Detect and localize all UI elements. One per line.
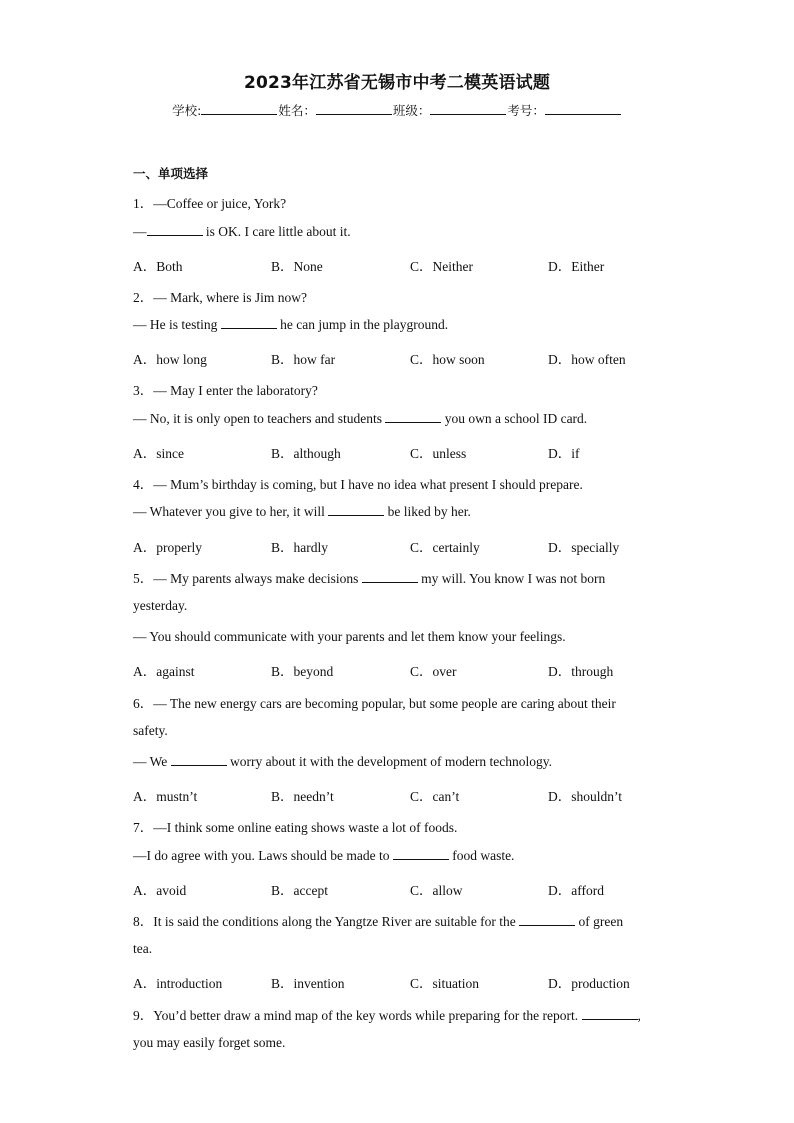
option-b[interactable]: B．beyond bbox=[271, 664, 334, 679]
answer-blank bbox=[385, 411, 441, 423]
answer-blank bbox=[328, 504, 384, 516]
option-a[interactable]: A．against bbox=[133, 664, 195, 679]
question-blank bbox=[519, 914, 575, 926]
option-d[interactable]: D．how often bbox=[548, 352, 626, 367]
question-8 bbox=[133, 910, 623, 930]
exam-number-blank[interactable] bbox=[545, 102, 621, 115]
option-c[interactable]: C．Neither bbox=[410, 259, 473, 274]
answer-text: — We bbox=[133, 754, 171, 769]
name-label: 姓名： bbox=[278, 103, 316, 118]
option-b[interactable]: B．accept bbox=[271, 883, 328, 898]
option-b[interactable]: B．needn’t bbox=[271, 789, 334, 804]
option-d[interactable]: D．specially bbox=[548, 540, 620, 555]
question-4: 4．— Mum’s birthday is coming, but I have no idea what present I should prepare. bbox=[133, 477, 583, 492]
option-d[interactable]: D．production bbox=[548, 976, 630, 991]
question-text: 8．It is said the conditions along the Yangtze River are suitable for the bbox=[133, 914, 520, 929]
option-a[interactable]: A．mustn’t bbox=[133, 789, 198, 804]
question-5-continued: yesterday. bbox=[133, 598, 188, 613]
question-2: 2．— Mark, where is Jim now? bbox=[133, 290, 307, 305]
option-c[interactable]: C．certainly bbox=[410, 540, 480, 555]
answer-text: be liked by her. bbox=[384, 504, 471, 519]
question-1: 1．—Coffee or juice, York? bbox=[133, 196, 287, 211]
section-heading: 一、单项选择 bbox=[133, 166, 209, 181]
question-6: 6．— The new energy cars are becoming popular, but some people are caring about their bbox=[133, 696, 616, 711]
question-9 bbox=[133, 1004, 641, 1024]
question-blank bbox=[582, 1008, 638, 1020]
class-blank[interactable] bbox=[430, 102, 506, 115]
option-c[interactable]: C．how soon bbox=[410, 352, 485, 367]
question-5 bbox=[133, 567, 605, 587]
answer-text: — bbox=[133, 224, 147, 239]
question-9-continued: you may easily forget some. bbox=[133, 1035, 286, 1050]
answer-text: you own a school ID card. bbox=[441, 411, 588, 426]
answer-blank bbox=[171, 754, 227, 766]
answer-text: is OK. I care little about it. bbox=[202, 224, 351, 239]
answer-text: — No, it is only open to teachers and students bbox=[133, 411, 386, 426]
option-b[interactable]: B．None bbox=[271, 259, 323, 274]
exam-number-label: 考号： bbox=[507, 103, 545, 118]
option-a[interactable]: A．introduction bbox=[133, 976, 223, 991]
answer-blank bbox=[147, 224, 203, 236]
answer-text: worry about it with the development of modern technology. bbox=[226, 754, 552, 769]
answer-line-5: — You should communicate with your parents and let them know your feelings. bbox=[133, 629, 566, 644]
school-blank[interactable] bbox=[201, 102, 277, 115]
option-b[interactable]: B．hardly bbox=[271, 540, 328, 555]
answer-text: he can jump in the playground. bbox=[276, 317, 449, 332]
option-b[interactable]: B．invention bbox=[271, 976, 345, 991]
option-c[interactable]: C．over bbox=[410, 664, 457, 679]
question-text: 5．— My parents always make decisions bbox=[133, 571, 362, 586]
option-d[interactable]: D．shouldn’t bbox=[548, 789, 623, 804]
option-d[interactable]: D．Either bbox=[548, 259, 605, 274]
question-3: 3．— May I enter the laboratory? bbox=[133, 383, 318, 398]
option-c[interactable]: C．situation bbox=[410, 976, 480, 991]
class-label: 班级： bbox=[392, 103, 431, 118]
option-d[interactable]: D．if bbox=[548, 446, 580, 461]
option-a[interactable]: A．since bbox=[133, 446, 184, 461]
option-c[interactable]: C．allow bbox=[410, 883, 463, 898]
answer-text: — Whatever you give to her, it will bbox=[133, 504, 329, 519]
answer-blank bbox=[221, 317, 277, 329]
question-6-continued: safety. bbox=[133, 723, 168, 738]
answer-line-4 bbox=[133, 504, 471, 520]
name-blank[interactable] bbox=[316, 102, 392, 115]
option-c[interactable]: C．unless bbox=[410, 446, 467, 461]
option-a[interactable]: A．avoid bbox=[133, 883, 187, 898]
option-a[interactable]: A．properly bbox=[133, 540, 202, 555]
answer-text: food waste. bbox=[448, 848, 515, 863]
question-blank bbox=[362, 571, 418, 583]
school-label: 学校: bbox=[172, 103, 202, 118]
answer-line-2 bbox=[133, 317, 448, 333]
answer-line-1 bbox=[133, 224, 351, 240]
answer-text: —I do agree with you. Laws should be made to bbox=[133, 848, 393, 863]
answer-line-6 bbox=[133, 754, 552, 770]
question-7: 7．—I think some online eating shows waste a lot of foods. bbox=[133, 820, 458, 835]
question-text: my will. You know I was not born bbox=[417, 571, 606, 586]
question-text: of green bbox=[575, 914, 624, 929]
option-d[interactable]: D．afford bbox=[548, 883, 604, 898]
option-a[interactable]: A．how long bbox=[133, 352, 207, 367]
answer-text: — He is testing bbox=[133, 317, 221, 332]
option-b[interactable]: B．how far bbox=[271, 352, 336, 367]
page-title: 2023年江苏省无锡市中考二模英语试题 bbox=[243, 73, 551, 93]
option-d[interactable]: D．through bbox=[548, 664, 614, 679]
option-b[interactable]: B．although bbox=[271, 446, 341, 461]
question-text: , bbox=[637, 1008, 641, 1023]
student-info-line bbox=[0, 101, 794, 119]
option-c[interactable]: C．can’t bbox=[410, 789, 460, 804]
answer-line-3 bbox=[133, 411, 587, 427]
option-a[interactable]: A．Both bbox=[133, 259, 183, 274]
question-text: 9．You’d better draw a mind map of the key words while preparing for the report. bbox=[133, 1008, 582, 1023]
question-8-continued: tea. bbox=[133, 941, 153, 956]
answer-line-7 bbox=[133, 848, 514, 864]
answer-blank bbox=[393, 848, 449, 860]
